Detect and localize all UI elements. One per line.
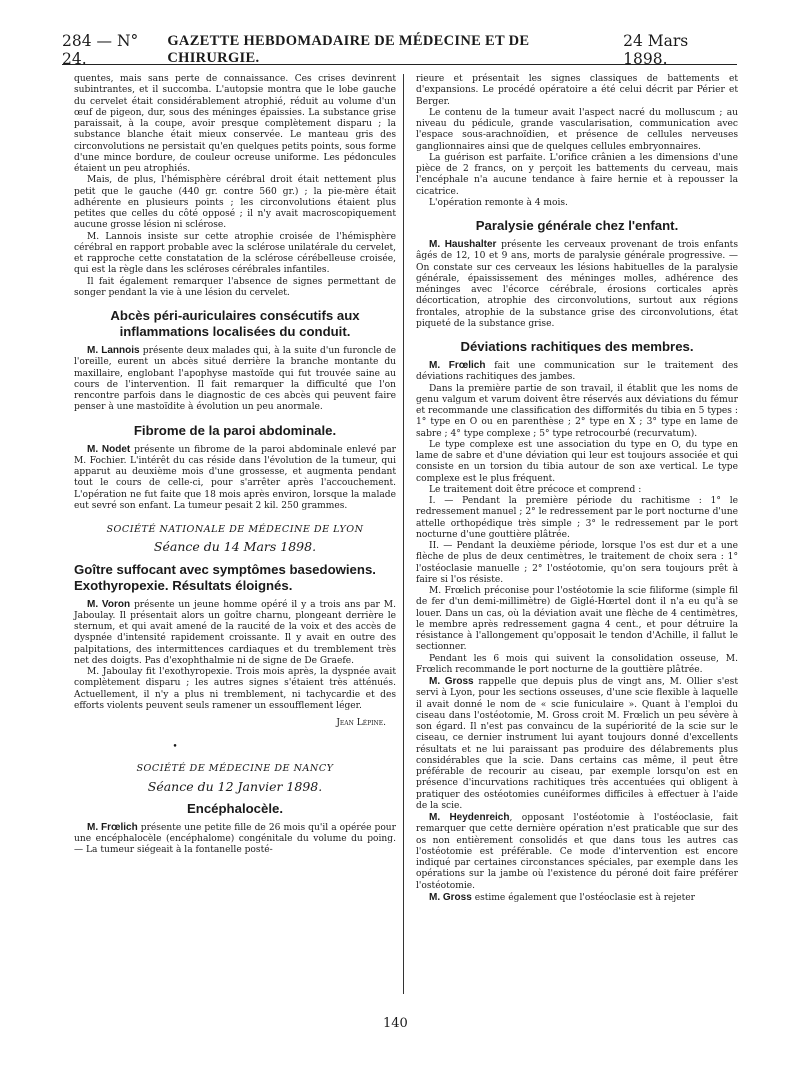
right-column xyxy=(416,74,738,904)
section-heading-encephalocele: Encéphalocèle. xyxy=(186,800,283,816)
paragraph: Pendant les 6 mois qui suivent la consolidation osseuse, M. Frœlich recommande le port nocturne de la gouttière plâtrée. xyxy=(416,653,738,675)
section-heading-fibrome: Fibrome de la paroi abdominale. xyxy=(133,422,337,438)
paragraph xyxy=(416,892,738,904)
paragraph: M. Jaboulay fit l'exothyropexie. Trois mois après, la dyspnée avait complètement disparu ; les autres signes s'étaient très atténués. Actuellement, il n'y a plus ni tremblement, ni tachycardie et des efforts violents peuvent seuls ramener un essoufflement léger. xyxy=(74,667,396,711)
paragraph xyxy=(74,444,396,513)
left-column xyxy=(74,74,396,857)
paragraph xyxy=(74,599,396,668)
author-name: M. Nodet xyxy=(87,443,131,455)
section-heading-abces: Abcès péri-auriculaires consécutifs aux inflammations localisées du conduit. xyxy=(110,308,360,339)
paragraph xyxy=(416,360,738,384)
session-date-nancy: Séance du 12 Janvier 1898. xyxy=(147,778,323,794)
paragraph: Dans la première partie de son travail, il établit que les noms de genu valgum et varum doivent être réservés aux déviations du fémur et recommande une classification des difformités du tibia en 5 types : 1° type en O ou en parenthèse ; 2° type en X ; 3° type en lame de sabre ; 4° type complexe ; 5° type retrocourbé (recurvatum). xyxy=(416,383,738,439)
section-heading-goitre: Goître suffocant avec symptômes basedowiens. Exothyropexie. Résultats éloignés. xyxy=(74,561,376,593)
page-number: 284 — N° 24. xyxy=(62,32,139,68)
author-name: M. Haushalter xyxy=(429,239,497,250)
paragraph: II. — Pendant la deuxième période, lorsque l'os est dur et a une flèche de plus de deux centimètres, le traitement de choix sera : 1° l'ostéoclasie manuelle ; 2° l'ostéotomie, qu'on sera toujours prêt à faire si l'os résiste. xyxy=(416,541,738,585)
session-date-lyon: Séance du 14 Mars 1898. xyxy=(153,539,317,555)
paragraph: Mais, de plus, l'hémisphère cérébral droit était nettement plus petit que le gauche (440 gr. contre 560 gr.) ; la pie-mère était adhérente en plusieurs points ; les circonvolutions étaient plus petites que celles du côté opposé ; il n'y avait macroscopiquement aucune grosse lésion ni sclérose. xyxy=(74,175,396,231)
paragraph: M. Frœlich préconise pour l'ostéotomie la scie filiforme (simple fil de fer d'un demi-millimètre) de Giglé-Hœrtel dont il n'a eu qu'à se louer. Dans un cas, où la déviation avait une flèche de 4 centimètres, le membre après redressement gagna 4 cent., et pour détruire la résistance à l'allongement qu'opposait le tendon d'Achille, il fallut le sectionner. xyxy=(416,586,738,653)
author-name: M. Heydenreich xyxy=(429,812,510,823)
section-heading-deviations: Déviations rachitiques des membres. xyxy=(460,339,694,354)
paragraph: La guérison est parfaite. L'orifice crânien a les dimensions d'une pièce de 2 francs, on y perçoit les battements du cerveau, mais l'encéphale n'a aucune tendance à faire hernie et à repousser la cicatrice. xyxy=(416,152,738,197)
paragraph-text: , opposant l'ostéotomie à l'ostéoclasie, fait remarquer que cette dernière opération n'est praticable que sur des os non entièrement consolidés et que dans tous les autres cas l'ostéotomie est préférable. Ce mode d'intervention est encore indiqué par certaines circonstances spéciales, par exemple dans les opérations sur la jambe où l'existence du péroné doit faire préférer l'ostéotomie. xyxy=(416,813,738,891)
issue-date: 24 Mars 1898. xyxy=(623,32,689,68)
paragraph: Le type complexe est une association du type en O, du type en lame de sabre et d'une déviation qui leur est toujours associée et qui consiste en un torsion du tibia autour de son axe vertical. Le type complexe est le plus fréquent. xyxy=(416,439,738,484)
paragraph: L'opération remonte à 4 mois. xyxy=(429,197,568,208)
paragraph-text: rappelle que depuis plus de vingt ans, M. Ollier s'est servi à Lyon, pour les sections osseuses, d'une scie flexible à laquelle il avait donné le nom de « scie funiculaire ». Quant à l'emploi du ciseau dans l'ostéotomie, M. Gross croit M. Frœlich un peu sévère à son égard. Il n'est pas convaincu de la supériorité de la scie sur le ciseau, ce dernier instrument lui ayant toujours donné d'excellents résultats et ne lui paraissant pas produire des délabrements plus considérables que la scie. Dans certains cas même, il peut être préférable de recourir au ciseau, par exemple lorsqu'on est en présence d'incurvations rachitiques très accentuées qui obligent à pratiquer des ostéotomies cunéiformes difficiles à effectuer à l'aide de la scie. xyxy=(416,677,738,811)
column-rule xyxy=(403,74,404,994)
author-name: M. Lannois xyxy=(87,345,140,356)
paragraph: Le traitement doit être précoce et comprend : xyxy=(429,484,642,495)
paragraph-text: présente un jeune homme opéré il y a trois ans par M. Jaboulay. Il présentait alors un goître charnu, plongeant derrière le sternum, et qui avait amené de la raucité de la voix et des accès de dyspnée d'intensité rapidement croissante. Il y avait en outre des palpitations, des intermittences cardiaques et du tremblement très net des doigts. Pas d'exophthalmie ni de signe de De Graefe. xyxy=(74,599,396,666)
author-name: M. Gross xyxy=(429,891,472,903)
society-heading-lyon: SOCIÉTÉ NATIONALE DE MÉDECINE DE LYON xyxy=(106,524,364,535)
paragraph: Le contenu de la tumeur avait l'aspect nacré du molluscum ; au niveau du pédicule, grande vascularisation, communication avec l'espace sous-arachnoïdien, et présence de cellules nerveuses ganglionnaires ainsi que de quelques cellules embryonnaires. xyxy=(416,107,738,152)
paragraph: quentes, mais sans perte de connaissance. Ces crises devinrent subintrantes, et il succomba. L'autopsie montra que le lobe gauche du cervelet était considérablement atrophié, réduit au volume d'un œuf de pigeon, dur, sous des méninges épaissies. La substance grise paraissait, à la coupe, avoir presque complètement disparu ; la substance blanche était mieux conservée. Le manteau gris des circonvolutions ne persistait qu'en quelques petits points, sous forme d'une mince bordure, de couleur ocreuse uniforme. Les pédoncules étaient un peu atrophiés. xyxy=(74,74,396,174)
section-heading-paralysie: Paralysie générale chez l'enfant. xyxy=(475,218,679,233)
paragraph xyxy=(416,676,738,812)
paragraph-text: présente les cerveaux provenant de trois enfants âgés de 12, 10 et 9 ans, morts de paralysie générale progressive. — On constate sur ces cerveaux les lésions habituelles de la paralysie générale, épaississement des méninges molles, adhérence des méninges avec l'écorce cérébrale, érosions corticales après décortication, atrophie des circonvolutions, surtout aux régions frontales, atrophie de la substance grise des circonvolutions, état piqueté de la substance grise. xyxy=(416,240,739,329)
running-header xyxy=(62,32,737,68)
society-heading-nancy: SOCIÉTÉ DE MÉDECINE DE NANCY xyxy=(136,763,334,775)
author-name: M. Frœlich xyxy=(87,821,138,833)
paragraph xyxy=(74,345,396,414)
author-signature: Jean Lépine. xyxy=(336,718,386,728)
paragraph-text: présente un fibrome de la paroi abdominale enlevé par M. Fochier. L'intérêt du cas réside dans l'évolution de la tumeur, qui apparut au deuxième mois d'une grossesse, et augmenta pendant tout le cours de celle-ci, pour s'arrêter après l'accouchement. L'opération ne fut faite que 18 mois après environ, lorsque la malade eut sevré son enfant. La tumeur pesait 2 kil. 250 grammes. xyxy=(74,444,397,511)
paragraph: M. Lannois insiste sur cette atrophie croisée de l'hémisphère cérébral en rapport probable avec la sclérose unilatérale du cervelet, et rapproche cette constatation de la sclérose cérébelleuse croisée, qui est la règle dans les scléroses cérébrales infantiles. xyxy=(74,231,396,276)
paragraph xyxy=(416,239,738,330)
paragraph: I. — Pendant la première période du rachitisme : 1° le redressement manuel ; 2° le redressement par le port nocturne d'une attelle orthopédique très simple ; 3° le redressement par le port nocturne d'une gouttière plâtrée. xyxy=(416,496,738,540)
separator-mark: • xyxy=(172,742,178,753)
paragraph xyxy=(416,812,738,892)
paragraph-text: présente une petite fille de 26 mois qu'il a opérée pour une encéphalocèle (encéphalome) congénitale du volume du poing. — La tumeur siégeait à la fontanelle posté- xyxy=(74,822,396,856)
paragraph xyxy=(74,822,396,857)
author-name: M. Voron xyxy=(87,598,131,610)
author-name: M. Gross xyxy=(429,676,474,687)
author-name: M. Frœlich xyxy=(429,360,486,371)
paragraph-text: estime également que l'ostéoclasie est à rejeter xyxy=(471,892,696,903)
paragraph-text: présente deux malades qui, à la suite d'un furoncle de l'oreille, eurent un abcès situé derrière la branche montante du maxillaire, englobant l'apophyse mastoïde qui fut trouvée saine au cours de l'intervention. Il fait remarquer la difficulté que l'on rencontre parfois dans le diagnostic de ces abcès qui peuvent faire penser à une mastoïdite à évolution un peu anormale. xyxy=(74,346,396,413)
paragraph: rieure et présentait les signes classiques de battements et d'expansions. Le procédé opératoire a été celui décrit par Périer et Berger. xyxy=(416,74,738,107)
paragraph-text: fait une communication sur le traitement des déviations rachitiques des jambes. xyxy=(416,361,738,383)
paragraph: Il fait également remarquer l'absence de signes permettant de songer pendant la vie à une lésion du cervelet. xyxy=(74,276,396,298)
folio-number: 140 xyxy=(383,1016,408,1031)
journal-title: GAZETTE HEBDOMADAIRE DE MÉDECINE ET DE CHIRURGIE. xyxy=(167,33,530,66)
